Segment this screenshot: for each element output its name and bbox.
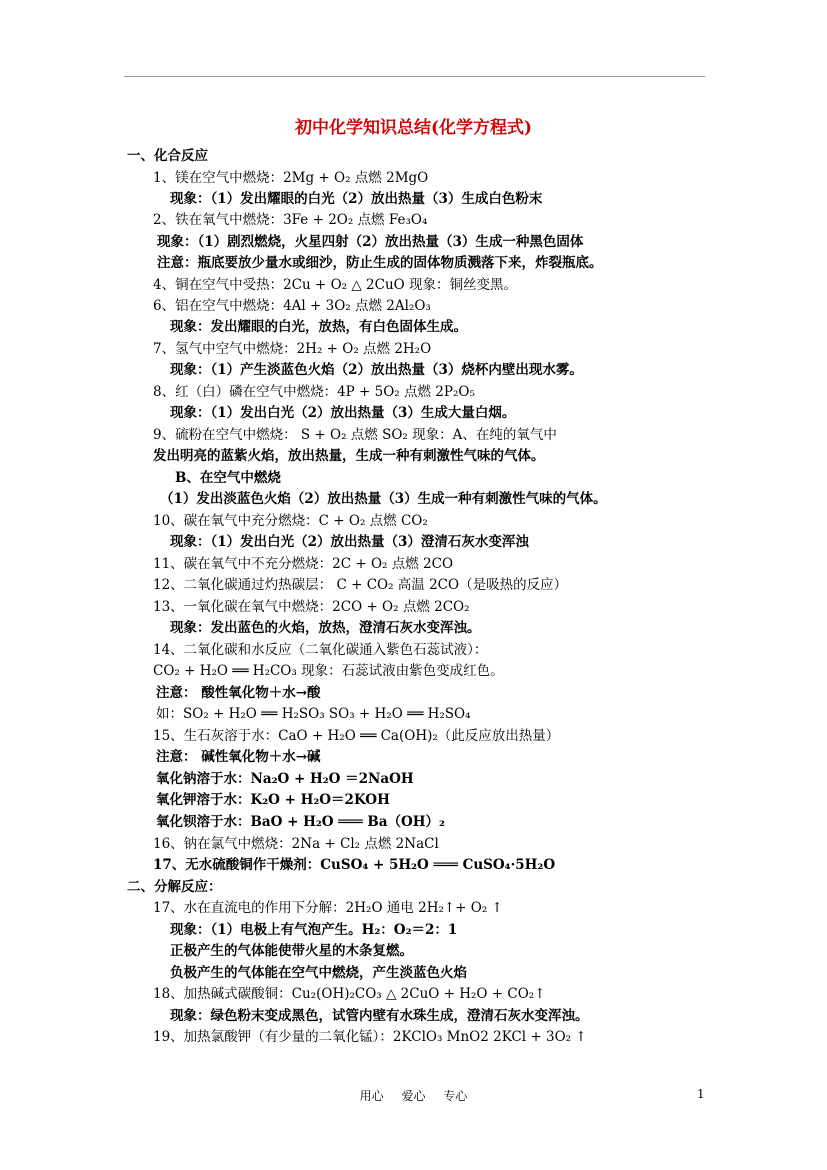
text-line: 7、氢气中空气中燃烧：2H₂ + O₂ 点燃 2H₂O bbox=[153, 341, 432, 357]
text-line: （1）发出淡蓝色火焰（2）放出热量（3）生成一种有刺激性气味的气体。 bbox=[160, 491, 607, 507]
text-line: 14、二氧化碳和水反应（二氧化碳通入紫色石蕊试液）： bbox=[153, 642, 488, 658]
text-line: 负极产生的气体能在空气中燃烧，产生淡蓝色火焰 bbox=[170, 965, 467, 981]
text-line: 注意： 酸性氧化物＋水→酸 bbox=[156, 685, 321, 701]
text-line: 1、镁在空气中燃烧：2Mg + O₂ 点燃 2MgO bbox=[153, 170, 429, 186]
page-footer: 用心 爱心 专心 bbox=[359, 1089, 468, 1103]
text-line: 16、钠在氯气中燃烧：2Na + Cl₂ 点燃 2NaCl bbox=[153, 836, 439, 852]
text-line: 现象：（1）剧烈燃烧，火星四射（2）放出热量（3）生成一种黑色固体 bbox=[157, 234, 584, 250]
text-line: 注意：瓶底要放少量水或细沙，防止生成的固体物质溅落下来，炸裂瓶底。 bbox=[157, 255, 603, 271]
text-line: 17、无水硫酸铜作干燥剂：CuSO₄ + 5H₂O ═══ CuSO₄·5H₂O bbox=[153, 857, 556, 873]
text-line: 12、二氧化碳通过灼热碳层： C + CO₂ 高温 2CO（是吸热的反应） bbox=[153, 577, 568, 593]
text-line: 现象：（1）产生淡蓝色火焰（2）放出热量（3）烧杯内壁出现水雾。 bbox=[170, 362, 583, 378]
text-line: B、在空气中燃烧 bbox=[175, 470, 281, 486]
text-line: 13、一氧化碳在氧气中燃烧：2CO + O₂ 点燃 2CO₂ bbox=[153, 599, 470, 615]
text-line: 如：SO₂ + H₂O ══ H₂SO₃ SO₃ + H₂O ══ H₂SO₄ bbox=[156, 706, 471, 722]
text-line: 现象：发出耀眼的白光，放热，有白色固体生成。 bbox=[170, 319, 467, 335]
text-line: 2、铁在氧气中燃烧：3Fe + 2O₂ 点燃 Fe₃O₄ bbox=[153, 212, 428, 228]
text-line: 氧化钡溶于水：BaO + H₂O ═══ Ba（OH）₂ bbox=[156, 814, 445, 830]
text-line: 发出明亮的蓝紫火焰，放出热量，生成一种有刺激性气味的气体。 bbox=[153, 448, 545, 464]
page-number: 1 bbox=[697, 1087, 705, 1101]
text-line: 氧化钠溶于水：Na₂O + H₂O ＝2NaOH bbox=[156, 771, 414, 787]
text-line: 10、碳在氧气中充分燃烧：C + O₂ 点燃 CO₂ bbox=[153, 513, 428, 529]
text-line: 现象：绿色粉末变成黑色，试管内壁有水珠生成，澄清石灰水变浑浊。 bbox=[170, 1008, 589, 1024]
text-line: CO₂ + H₂O ══ H₂CO₃ 现象：石蕊试液由紫色变成红色。 bbox=[153, 663, 504, 679]
text-line: 18、加热碱式碳酸铜：Cu₂(OH)₂CO₃ △ 2CuO + H₂O + CO₂↑ bbox=[153, 986, 546, 1002]
text-line: 氧化钾溶于水：K₂O + H₂O＝2KOH bbox=[156, 792, 390, 808]
text-line: 6、铝在空气中燃烧：4Al + 3O₂ 点燃 2Al₂O₃ bbox=[153, 298, 431, 314]
text-line: 15、生石灰溶于水：CaO + H₂O ══ Ca(OH)₂（此反应放出热量） bbox=[153, 728, 560, 744]
text-line: 19、加热氯酸钾（有少量的二氧化锰）：2KClO₃ MnO2 2KCl + 3O₂ ↑ bbox=[153, 1029, 587, 1045]
header-rule bbox=[124, 76, 705, 77]
text-line: 正极产生的气体能使带火星的木条复燃。 bbox=[170, 943, 413, 959]
text-line: 注意： 碱性氧化物＋水→碱 bbox=[156, 749, 321, 765]
page-title: 初中化学知识总结(化学方程式) bbox=[294, 118, 533, 138]
text-line: 8、红（白）磷在空气中燃烧：4P + 5O₂ 点燃 2P₂O₅ bbox=[153, 384, 475, 400]
text-line: 现象：（1）发出耀眼的白光（2）放出热量（3）生成白色粉末 bbox=[170, 191, 543, 207]
text-line: 现象：（1）电极上有气泡产生。H₂：O₂＝2：1 bbox=[170, 922, 458, 938]
text-line: 9、硫粉在空气中燃烧： S + O₂ 点燃 SO₂ 现象：A、在纯的氧气中 bbox=[153, 427, 557, 443]
text-line: 4、铜在空气中受热：2Cu + O₂ △ 2CuO 现象：铜丝变黑。 bbox=[153, 277, 518, 293]
text-line: 现象：发出蓝色的火焰，放热，澄清石灰水变浑浊。 bbox=[170, 620, 481, 636]
text-line: 一、化合反应 bbox=[127, 148, 208, 164]
text-line: 17、水在直流电的作用下分解：2H₂O 通电 2H₂↑+ O₂ ↑ bbox=[153, 900, 503, 916]
text-line: 现象：（1）发出白光（2）放出热量（3）生成大量白烟。 bbox=[170, 405, 516, 421]
text-line: 11、碳在氧气中不充分燃烧：2C + O₂ 点燃 2CO bbox=[153, 556, 454, 572]
text-line: 二、分解反应： bbox=[127, 879, 222, 895]
text-line: 现象：（1）发出白光（2）放出热量（3）澄清石灰水变浑浊 bbox=[170, 534, 529, 550]
